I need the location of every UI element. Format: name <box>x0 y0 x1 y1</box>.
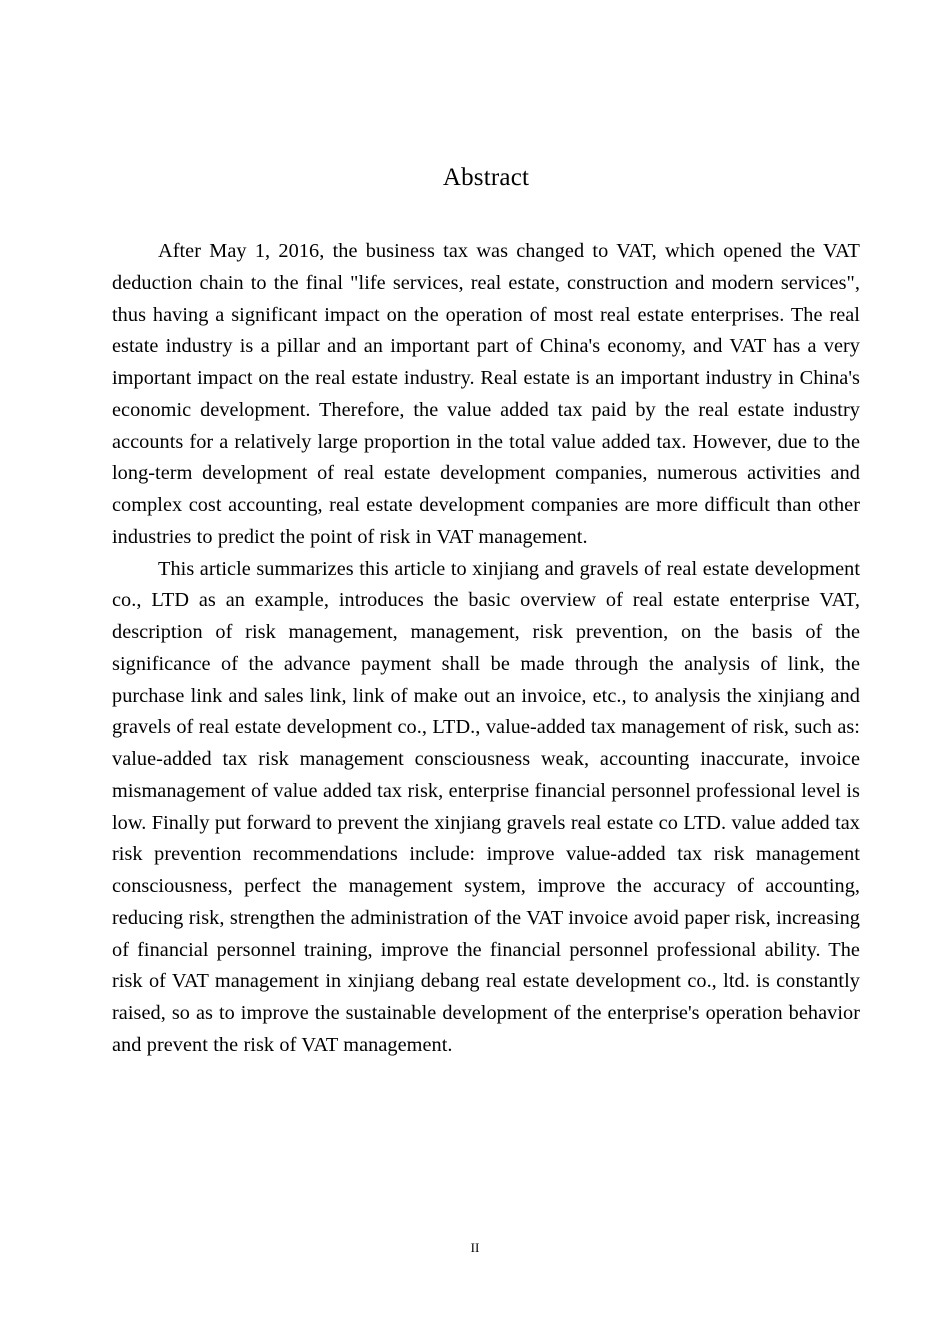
abstract-paragraph-1: After May 1, 2016, the business tax was changed to VAT, which opened the VAT deduction chain to the final "life services, real estate, construction and modern services", thus having a significant impact on the operation of most real estate enterprises. The real estate industry is a pillar and an important part of China's economy, and VAT has a very important impact on the real estate industry. Real estate is an important industry in China's economic development. Therefore, the value added tax paid by the real estate industry accounts for a relatively large proportion in the total value added tax. However, due to the long-term development of real estate development companies, numerous activities and complex cost accounting, real estate development companies are more difficult than other industries to predict the point of risk in VAT management. <box>112 240 860 548</box>
abstract-paragraph-2: This article summarizes this article to xinjiang and gravels of real estate development co., LTD as an example, introduces the basic overview of real estate enterprise VAT, description of risk management, management, risk prevention, on the basis of the significance of the advance payment shall be made through the analysis of link, the purchase link and sales link, link of make out an invoice, etc., to analysis the xinjiang and gravels of real estate development co., LTD., value-added tax management of risk, such as: value-added tax risk management consciousness weak, accounting inaccurate, invoice mismanagement of value added tax risk, enterprise financial personnel professional level is low. Finally put forward to prevent the xinjiang gravels real estate co LTD. value added tax risk prevention recommendations include: improve value-added tax risk management consciousness, perfect the management system, improve the accuracy of accounting, reducing risk, strengthen the administration of the VAT invoice avoid paper risk, increasing of financial personnel training, improve the financial personnel professional ability. The risk of VAT management in xinjiang debang real estate development co., ltd. is constantly raised, so as to improve the sustainable development of the enterprise's operation behavior and prevent the risk of VAT management. <box>112 557 860 1056</box>
abstract-body <box>112 236 860 1062</box>
page-number-footer: II <box>470 1240 480 1255</box>
page-title: Abstract <box>442 164 530 191</box>
